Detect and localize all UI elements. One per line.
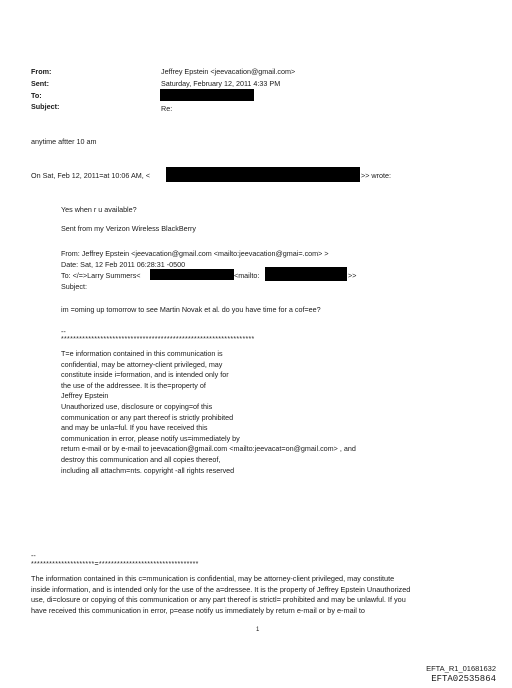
from-value: Jeffrey Epstein <jeevacation@gmail.com> xyxy=(161,67,296,76)
disclaimer-line: T=e information contained in this communication is xyxy=(61,349,223,358)
subject-value: Re: xyxy=(161,104,173,113)
disclaimer-line: and may be unla=ful. If you have received this xyxy=(61,423,208,433)
footer-id-secondary: EFTA02535864 xyxy=(431,674,496,684)
bottom-disclaimer-line: have received this communication in error, p=ease notify us immediately by return e-mail or by e-mail to xyxy=(31,605,365,615)
inner-date-line: Date: Sat, 12 Feb 2011 06:28:31 -0500 xyxy=(61,260,186,269)
inner-dash: -- xyxy=(61,327,66,336)
quote-attribution-suffix: >> wrote: xyxy=(361,171,391,180)
disclaimer-line: confidential, may be attorney-client privileged, may xyxy=(61,359,223,369)
subject-label: Subject: xyxy=(31,102,60,111)
sent-label: Sent: xyxy=(31,79,49,88)
inner-stars-divider: **************************************************************** xyxy=(61,336,255,343)
inner-from-line: From: Jeffrey Epstein <jeevacation@gmail.com <mailto:jeevacation@gmai=.com> > xyxy=(61,249,329,258)
sent-value: Saturday, February 12, 2011 4:33 PM xyxy=(161,79,281,88)
bottom-disclaimer-line: The information contained in this c=mmunication is confidential, may be attorney-client privileged, may constitute xyxy=(31,574,395,583)
disclaimer-line: including all attachm=nts. copyright -all rights reserved xyxy=(61,465,235,475)
inner-message: im =oming up tomorrow to see Martin Novak et al. do you have time for a cof=ee? xyxy=(61,305,321,314)
disclaimer-line: Unauthorized use, disclosure or copying=of this xyxy=(61,401,213,411)
disclaimer-line: destroy this communication and all copies thereof, xyxy=(61,454,221,464)
inner-to-suffix: >> xyxy=(348,271,357,280)
to-label: To: xyxy=(31,91,42,100)
disclaimer-line: return e-mail or by e-mail to jeevacation@gmail.com <mailto:jeevacat=on@gmail.com> , and xyxy=(61,444,356,454)
footer-id-primary: EFTA_R1_01681632 xyxy=(426,664,496,673)
disclaimer-line: constitute inside i=formation, and is intended only for xyxy=(61,370,229,380)
bottom-disclaimer-line: use, di=closure or copying of this communication or any part thereof is strictl= prohibited and may be unlawful. If you xyxy=(31,595,406,605)
disclaimer-line: communication in error, please notify us=immediately by xyxy=(61,433,240,443)
bottom-stars-divider: *********************=********************************* xyxy=(31,561,199,568)
redaction-quote-sender xyxy=(166,167,360,182)
inner-to-mailto: <mailto: xyxy=(234,271,260,280)
page-number: 1 xyxy=(256,627,260,633)
quote-attribution-prefix: On Sat, Feb 12, 2011=at 10:06 AM, < xyxy=(31,171,150,180)
redaction-to-name xyxy=(150,269,234,280)
disclaimer-line: the use of the addressee. It is the=property of xyxy=(61,380,206,390)
inner-subject-line: Subject: xyxy=(61,282,87,291)
disclaimer-line: Jeffrey Epstein xyxy=(61,391,109,401)
inner-to-prefix: To: </=>Larry Summers< xyxy=(61,271,141,280)
disclaimer-line: communication or any part thereof is strictly prohibited xyxy=(61,412,234,422)
bottom-dash: -- xyxy=(31,551,36,560)
bottom-disclaimer-line: inside information, and is intended only for the use of the a=dressee. It is the property of Jeffrey Epstein Unauthorized xyxy=(31,584,411,594)
body-line-signature: Sent from my Verizon Wireless BlackBerry xyxy=(61,224,197,233)
inner-disclaimer xyxy=(61,349,356,476)
from-label: From: xyxy=(31,67,52,76)
redaction-to-mailto xyxy=(265,267,347,281)
reply-text: anytime aftter 10 am xyxy=(31,137,97,146)
bottom-disclaimer xyxy=(31,574,410,616)
body-line-available: Yes when r u available? xyxy=(61,205,137,214)
redaction-to xyxy=(160,89,254,101)
